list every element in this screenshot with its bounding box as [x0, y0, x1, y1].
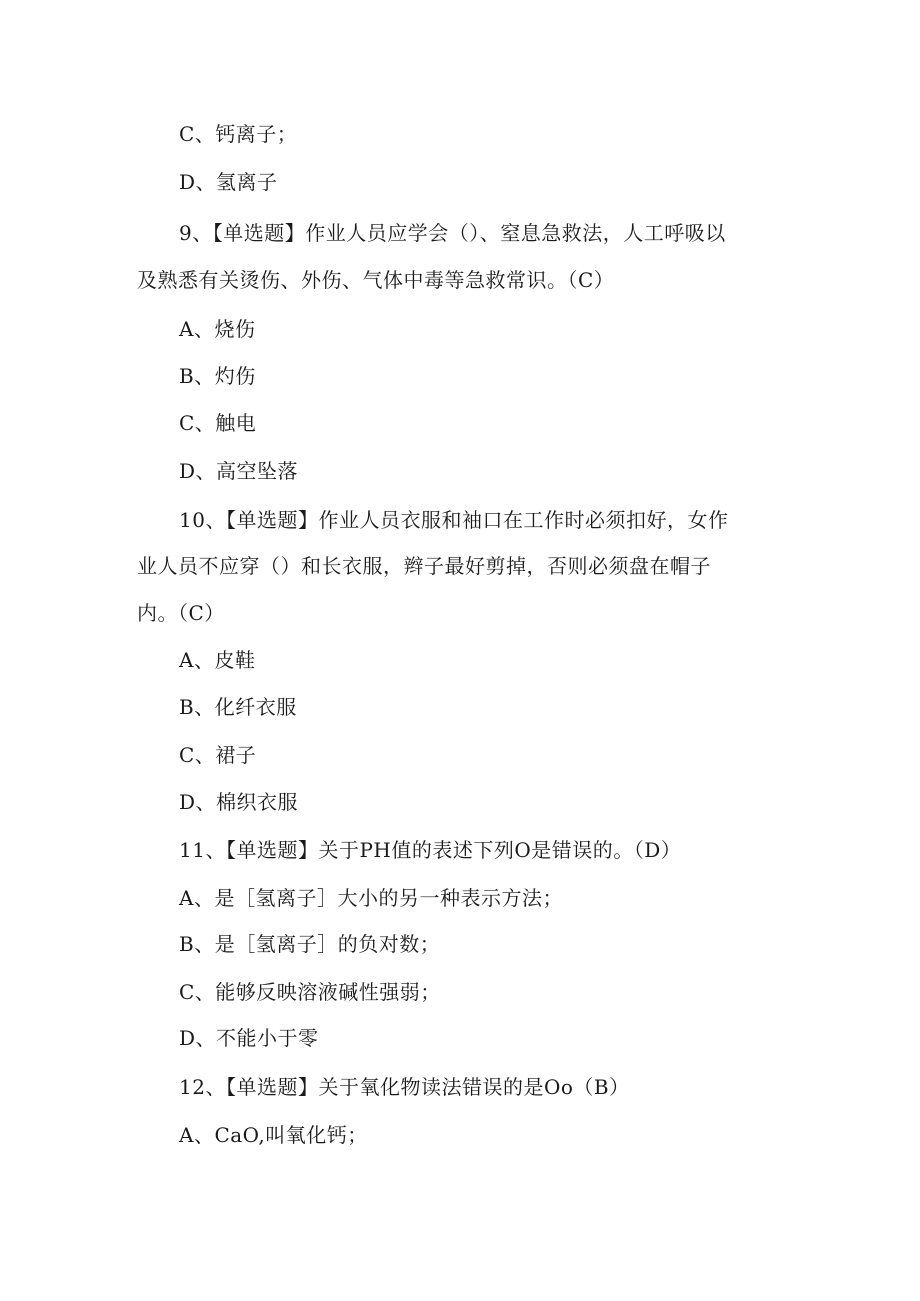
option-d-q10: D、棉织衣服: [179, 790, 299, 814]
option-b-q11: B、是［氢离子］的负对数；: [179, 932, 441, 956]
option-d-q11: D、不能小于零: [179, 1026, 319, 1050]
option-a-q10: A、皮鞋: [179, 648, 256, 672]
question-10-line-3: 内。（C）: [137, 601, 225, 625]
question-9-line-2: 及熟悉有关烫伤、外伤、气体中毒等急救常识。（C）: [137, 268, 615, 292]
question-12-line-1: 12、【单选题】关于氧化物读法错误的是Oo（B）: [179, 1075, 630, 1099]
option-c-q8: C、钙离子；: [179, 122, 298, 146]
option-b-q9: B、灼伤: [179, 364, 256, 388]
option-c-q9: C、触电: [179, 411, 257, 435]
option-c-q10: C、裙子: [179, 743, 257, 767]
question-10-line-1: 10、【单选题】作业人员衣服和袖口在工作时必须扣好，女作: [179, 508, 729, 532]
option-b-q10: B、化纤衣服: [179, 695, 297, 719]
option-a-q11: A、是［氢离子］大小的另一种表示方法；: [179, 886, 563, 910]
question-11-line-1: 11、【单选题】关于PH值的表述下列O是错误的。（D）: [179, 838, 682, 862]
option-c-q11: C、能够反映溶液碱性强弱；: [179, 980, 441, 1004]
option-d-q8: D、氢离子: [179, 170, 278, 194]
option-a-q12: A、CaO,叫氧化钙；: [179, 1123, 368, 1147]
question-10-line-2: 业人员不应穿（）和长衣服，辫子最好剪掉，否则必须盘在帽子: [137, 554, 711, 578]
option-d-q9: D、高空坠落: [179, 459, 299, 483]
option-a-q9: A、烧伤: [179, 317, 256, 341]
question-9-line-1: 9、【单选题】作业人员应学会（）、窒息急救法，人工呼吸以: [179, 221, 726, 245]
